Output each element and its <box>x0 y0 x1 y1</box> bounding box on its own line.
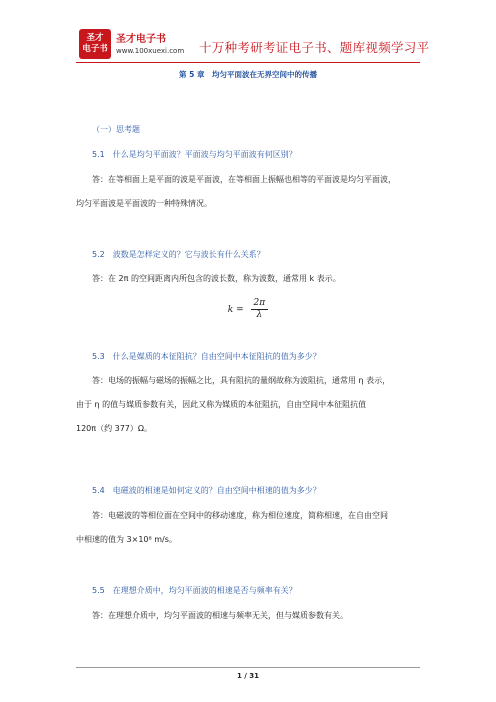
question-5-5: 5.5 在理想介质中，均匀平面波的相速是否与频率有关？ <box>92 586 297 595</box>
formula-lhs: k = <box>227 305 244 315</box>
answer-5-1-line-1: 答：在等相面上是平面的波是平面波，在等相面上振幅也相等的平面波是均匀平面波， <box>92 175 396 184</box>
answer-5-4-line-2: 中相速的值为 3×10⁸ m/s。 <box>76 535 177 544</box>
section-heading: （一）思考题 <box>92 125 140 134</box>
answer-5-2-line-1: 答：在 2π 的空间距离内所包含的波长数，称为波数，通常用 k 表示。 <box>92 274 341 283</box>
answer-5-1-line-2: 均匀平面波是平面波的一种特殊情况。 <box>76 199 212 208</box>
answer-5-5-line-1: 答：在理想介质中，均匀平面波的相速与频率无关，但与媒质参数有关。 <box>92 611 348 620</box>
formula-fraction <box>251 298 269 321</box>
header-slogan: 十万种考研考证电子书、题库视频学习平 <box>199 40 430 55</box>
question-5-3: 5.3 什么是媒质的本征阻抗？自由空间中本征阻抗的值为多少？ <box>92 352 321 361</box>
logo-text-bottom: 电子书 <box>82 44 108 54</box>
formula-denominator: λ <box>256 310 263 320</box>
answer-5-3-line-3: 120π（约 377）Ω。 <box>76 424 153 433</box>
question-5-1: 5.1 什么是均匀平面波？平面波与均匀平面波有何区别？ <box>92 150 297 159</box>
question-5-2: 5.2 波数是怎样定义的？它与波长有什么关系？ <box>92 250 265 259</box>
page-header <box>0 0 496 66</box>
chapter-title: 第 5 章 均匀平面波在无界空间中的传播 <box>179 70 317 79</box>
wavenumber-formula <box>0 298 496 321</box>
footer-divider <box>76 667 420 668</box>
brand-name: 圣才电子书 <box>116 34 166 45</box>
question-5-4: 5.4 电磁波的相速是如何定义的？自由空间中相速的值为多少？ <box>92 486 321 495</box>
answer-5-3-line-1: 答：电场的振幅与磁场的振幅之比，具有阻抗的量纲故称为波阻抗，通常用 η 表示， <box>92 376 391 385</box>
page-number: 1 / 31 <box>236 672 260 680</box>
answer-5-4-line-1: 答：电磁波的等相位面在空间中的移动速度，称为相位速度，简称相速，在自由空间 <box>92 511 388 520</box>
brand-logo[interactable] <box>79 29 111 59</box>
header-divider <box>76 62 420 63</box>
answer-5-3-line-2: 由于 η 的值与媒质参数有关，因此又称为媒质的本征阻抗，自由空间中本征阻抗值 <box>76 400 367 409</box>
brand-url[interactable]: www.100xuexi.com <box>116 47 185 55</box>
formula-numerator: 2π <box>251 298 269 310</box>
logo-text-top: 圣才 <box>86 33 104 43</box>
